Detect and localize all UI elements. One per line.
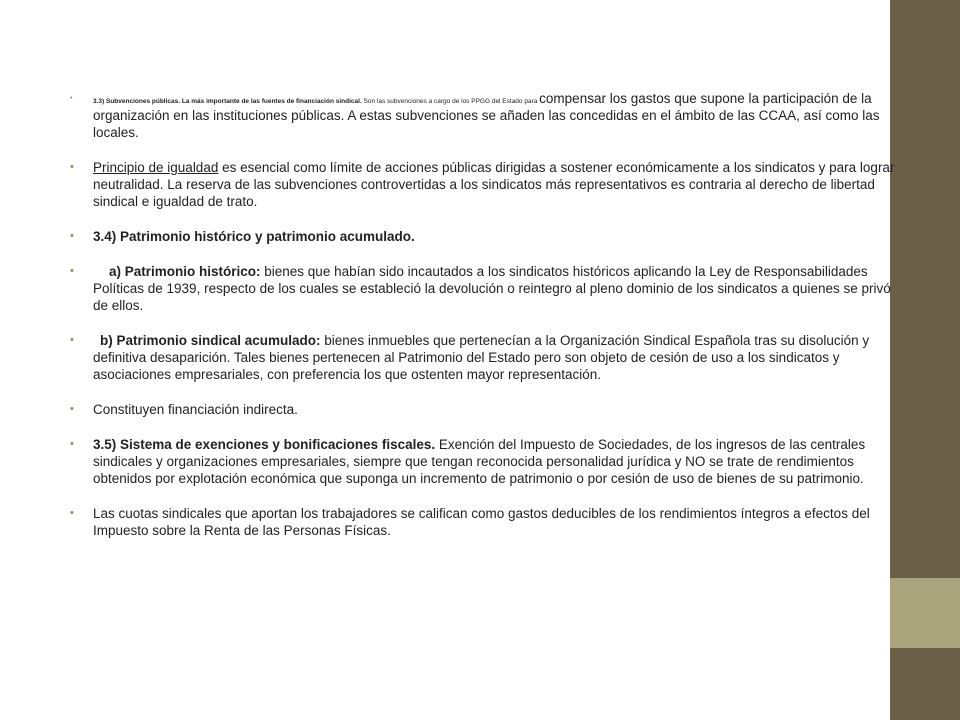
igualdad-term: Principio de igualdad (93, 160, 219, 175)
bullet-cuotas (70, 505, 905, 539)
patrimonio-historico-term: a) Patrimonio histórico: (109, 264, 261, 279)
bullet-dot-icon: • (70, 334, 74, 346)
patrimonio-acumulado-text: bienes inmuebles que pertenecían a la Organización Sindical Española tras su disolución y definitiva desaparición. Tales bienes pertenecen al Patrimonio del Estado pero son objeto de cesión de uso a los sindicatos y asociaciones empresariales, con preferencia los que ostenten mayor representación. (93, 333, 870, 382)
bullet-igualdad (70, 159, 905, 210)
bullet-patrimonio-heading (70, 228, 905, 245)
igualdad-text: es esencial como límite de acciones públicas dirigidas a sostener económicamente a los sindicatos y para lograr neutralidad. La reserva de las subvenciones controvertidas a los sindicatos más representativos es contraria al derecho de libertad sindical e igualdad de trato. (93, 160, 895, 209)
patrimonio-historico-text: bienes que habían sido incautados a los sindicatos históricos aplicando la Ley de Responsabilidades Políticas de 1939, respecto de los cuales se estableció la devolución o reintegro al pleno dominio de los sindicatos a quienes se privó de ellos. (93, 264, 891, 313)
patrimonio-heading: 3.4) Patrimonio histórico y patrimonio acumulado. (93, 229, 415, 244)
slide-content (70, 90, 905, 557)
bullet-dot-icon: • (70, 438, 74, 450)
bullet-dot-icon: • (70, 95, 73, 102)
bullet-dot-icon: • (70, 403, 74, 415)
subvenciones-text: compensar los gastos que supone la participación de la organización en las instituciones públicas. A estas subvenciones se añaden las concedidas en el ámbito de las CCAA, así como las locales. (93, 91, 880, 140)
financiacion-indirecta-text: Constituyen financiación indirecta. (93, 402, 298, 417)
bullet-dot-icon: • (70, 265, 74, 277)
patrimonio-acumulado-term: b) Patrimonio sindical acumulado: (100, 333, 321, 348)
exenciones-text: Exención del Impuesto de Sociedades, de los ingresos de las centrales sindicales y organizaciones empresariales, siempre que tengan reconocida personalidad jurídica y NO se trate de rendimientos obtenidos por explotación económica que suponga un incremento de patrimonio o por cesión de uso de bienes de su patrimonio. (93, 437, 866, 486)
side-accent-block (890, 578, 960, 648)
bullet-subvenciones (70, 90, 905, 141)
bullet-financiacion-indirecta (70, 401, 905, 418)
subvenciones-heading: 3.3) Subvenciones públicas. La más importante de las fuentes de financiación sindical. (93, 98, 362, 105)
bullet-exenciones (70, 436, 905, 487)
subvenciones-small-text: Son las subvenciones a cargo de los PPGG del Estado para (361, 98, 540, 105)
bullet-patrimonio-historico (70, 263, 905, 314)
cuotas-text: Las cuotas sindicales que aportan los trabajadores se califican como gastos deducibles de los rendimientos íntegros a efectos del Impuesto sobre la Renta de las Personas Físicas. (93, 506, 870, 538)
bullet-dot-icon: • (70, 161, 74, 173)
bullet-dot-icon: • (70, 507, 74, 519)
bullet-dot-icon: • (70, 230, 74, 242)
bullet-patrimonio-acumulado (70, 332, 905, 383)
exenciones-heading: 3.5) Sistema de exenciones y bonificaciones fiscales. (93, 437, 436, 452)
